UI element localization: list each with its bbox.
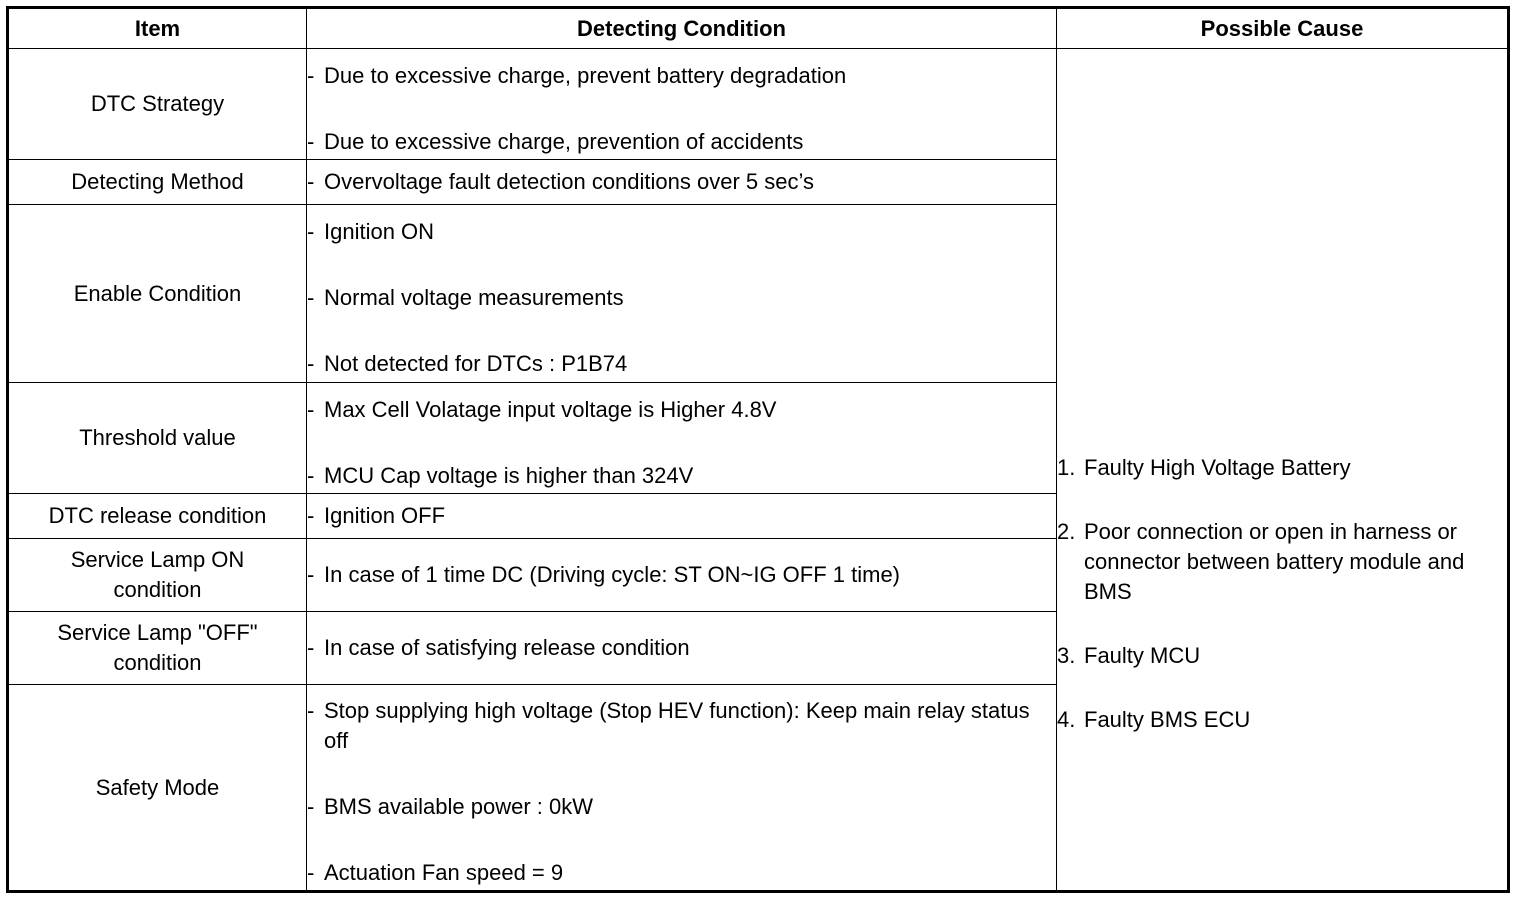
condition-line: - Not detected for DTCs : P1B74 [307, 349, 1056, 379]
row-item: Enable Condition [8, 205, 307, 383]
cause-text: Poor connection or open in harness or connector between battery module and BMS [1084, 518, 1465, 604]
cause-item [1057, 517, 1507, 607]
possible-cause-cell [1057, 49, 1509, 892]
dtc-table [6, 6, 1510, 893]
row-item [8, 539, 307, 612]
condition-line: - Normal voltage measurements [307, 283, 1056, 313]
condition-line: - BMS available power : 0kW [307, 792, 1056, 822]
cause-text: Faulty BMS ECU [1084, 706, 1251, 732]
row-conditions [307, 494, 1057, 539]
row-item-label: Service Lamp "OFF" condition [57, 620, 258, 675]
row-conditions [307, 160, 1057, 205]
row-item-label: Service Lamp ON condition [70, 547, 245, 602]
row-conditions [307, 383, 1057, 494]
cause-list [1057, 453, 1507, 735]
cause-text: Faulty High Voltage Battery [1084, 454, 1351, 480]
row-conditions [307, 539, 1057, 612]
row-conditions [307, 685, 1057, 892]
condition-line: - Stop supplying high voltage (Stop HEV function): Keep main relay status off [307, 696, 1056, 756]
condition-line: - In case of satisfying release condition [307, 633, 1056, 663]
condition-line: - Ignition ON [307, 217, 1056, 247]
condition-line: - Max Cell Volatage input voltage is Higher 4.8V [307, 395, 1056, 425]
row-conditions [307, 49, 1057, 160]
row-item: DTC Strategy [8, 49, 307, 160]
cause-item [1057, 453, 1507, 483]
cause-number: 2. [1057, 518, 1076, 544]
condition-line: - In case of 1 time DC (Driving cycle: ST ON~IG OFF 1 time) [307, 560, 1056, 590]
header-condition: Detecting Condition [307, 8, 1057, 49]
header-row [8, 8, 1509, 49]
condition-line: - MCU Cap voltage is higher than 324V [307, 461, 1056, 491]
header-cause: Possible Cause [1057, 8, 1509, 49]
cause-number: 1. [1057, 454, 1076, 480]
condition-line: - Actuation Fan speed = 9 [307, 858, 1056, 888]
row-item: Safety Mode [8, 685, 307, 892]
condition-line: - Due to excessive charge, prevention of accidents [307, 127, 1056, 157]
cause-number: 3. [1057, 642, 1076, 668]
row-item: Threshold value [8, 383, 307, 494]
condition-line: - Due to excessive charge, prevent battery degradation [307, 61, 1056, 91]
cause-text: Faulty MCU [1084, 642, 1201, 668]
condition-line: - Ignition OFF [307, 501, 1056, 531]
cause-item [1057, 705, 1507, 735]
row-item [8, 612, 307, 685]
cause-item [1057, 641, 1507, 671]
row-item: Detecting Method [8, 160, 307, 205]
table-row [8, 49, 1509, 160]
cause-number: 4. [1057, 706, 1076, 732]
condition-line: - Overvoltage fault detection conditions over 5 sec’s [307, 167, 1056, 197]
header-item: Item [8, 8, 307, 49]
row-item: DTC release condition [8, 494, 307, 539]
row-conditions [307, 612, 1057, 685]
row-conditions [307, 205, 1057, 383]
